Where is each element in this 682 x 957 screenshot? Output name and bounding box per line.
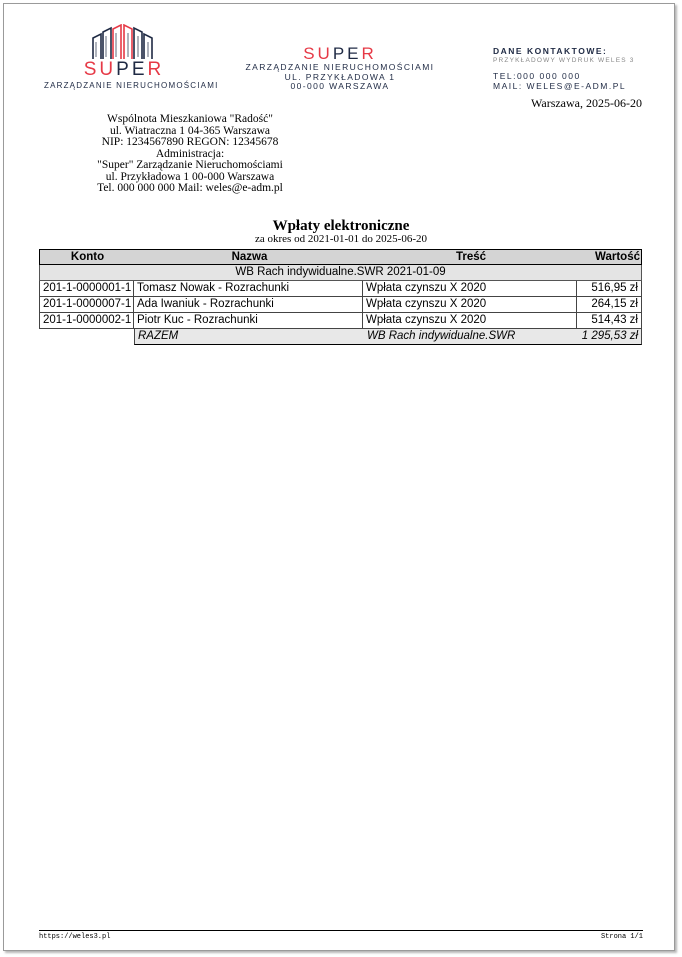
contact-sub: PRZYKŁADOWY WYDRUK WELES 3: [493, 57, 635, 64]
org-line: Administracja:: [155, 147, 225, 160]
cell-nazwa: Piotr Kuc - Rozrachunki: [134, 313, 363, 329]
summary-label: RAZEM: [138, 330, 179, 342]
org-line: Tel. 000 000 000 Mail: weles@e-adm.pl: [97, 182, 283, 194]
column-header-tresc: Treść: [455, 251, 487, 263]
cell-wartosc: 516,95 zł: [577, 281, 642, 297]
center-line-1: ZARZĄDZANIE NIERUCHOMOŚCIAMI: [245, 62, 435, 72]
cell-nazwa: Ada Iwaniuk - Rozrachunki: [134, 297, 363, 313]
contact-block: [493, 46, 653, 91]
document-date: Warszawa, 2025-06-20: [531, 96, 642, 110]
table-row: [39, 297, 642, 313]
cell-wartosc: 264,15 zł: [577, 297, 642, 313]
center-line-2: UL. PRZYKŁADOWA 1: [284, 71, 396, 82]
column-header-wartosc: Wartość: [595, 251, 640, 263]
cell-tresc: Wpłata czynszu X 2020: [363, 297, 577, 313]
column-header-nazwa: Nazwa: [231, 251, 268, 263]
cell-tresc: Wpłata czynszu X 2020: [363, 281, 577, 297]
cell-konto: 201-1-0000002-1: [39, 313, 134, 329]
report-title: Wpłaty elektroniczne: [272, 218, 410, 234]
organization-info: [60, 114, 320, 195]
brand-name: SUPER: [83, 59, 165, 80]
building-logo-icon: [91, 24, 157, 60]
contact-tel: TEL:000 000 000: [493, 71, 581, 81]
summary-row: [134, 329, 642, 345]
brand-name-center: SUPER: [303, 44, 377, 63]
payments-table: [39, 249, 642, 345]
contact-mail: MAIL: WELES@E-ADM.PL: [493, 81, 627, 91]
cell-konto: 201-1-0000007-1: [39, 297, 134, 313]
org-line: ul. Przykładowa 1 00-000 Warszawa: [105, 170, 275, 183]
org-line: Wspólnota Mieszkaniowa "Radość": [107, 113, 273, 125]
company-header-center: [236, 45, 444, 92]
contact-heading: DANE KONTAKTOWE:: [493, 46, 608, 56]
cell-nazwa: Tomasz Nowak - Rozrachunki: [134, 281, 363, 297]
page-footer: [39, 930, 643, 941]
org-line: ul. Wiatraczna 1 04-365 Warszawa: [109, 124, 271, 137]
summary-group: WB Rach indywidualne.SWR: [367, 330, 516, 342]
brand-subtitle: ZARZĄDZANIE NIERUCHOMOŚCIAMI: [44, 81, 219, 90]
report-period: za okres od 2021-01-01 do 2025-06-20: [255, 233, 427, 245]
cell-konto: 201-1-0000001-1: [39, 281, 134, 297]
org-line: NIP: 1234567890 REGON: 12345678: [101, 136, 279, 148]
footer-page-number: Strona 1/1: [600, 933, 643, 941]
footer-url: https://weles3.pl: [39, 933, 111, 941]
group-header: WB Rach indywidualne.SWR 2021-01-09: [39, 265, 642, 281]
table-row: [39, 313, 642, 329]
center-line-3: 00-000 WARSZAWA: [290, 81, 390, 91]
table-row: [39, 281, 642, 297]
company-logo: [44, 24, 219, 90]
org-line: "Super" Zarządzanie Nieruchomościami: [97, 159, 283, 171]
column-header-konto: Konto: [70, 251, 105, 263]
table-header: [39, 249, 642, 265]
summary-total: 1 295,53 zł: [581, 330, 638, 342]
cell-wartosc: 514,43 zł: [577, 313, 642, 329]
cell-tresc: Wpłata czynszu X 2020: [363, 313, 577, 329]
